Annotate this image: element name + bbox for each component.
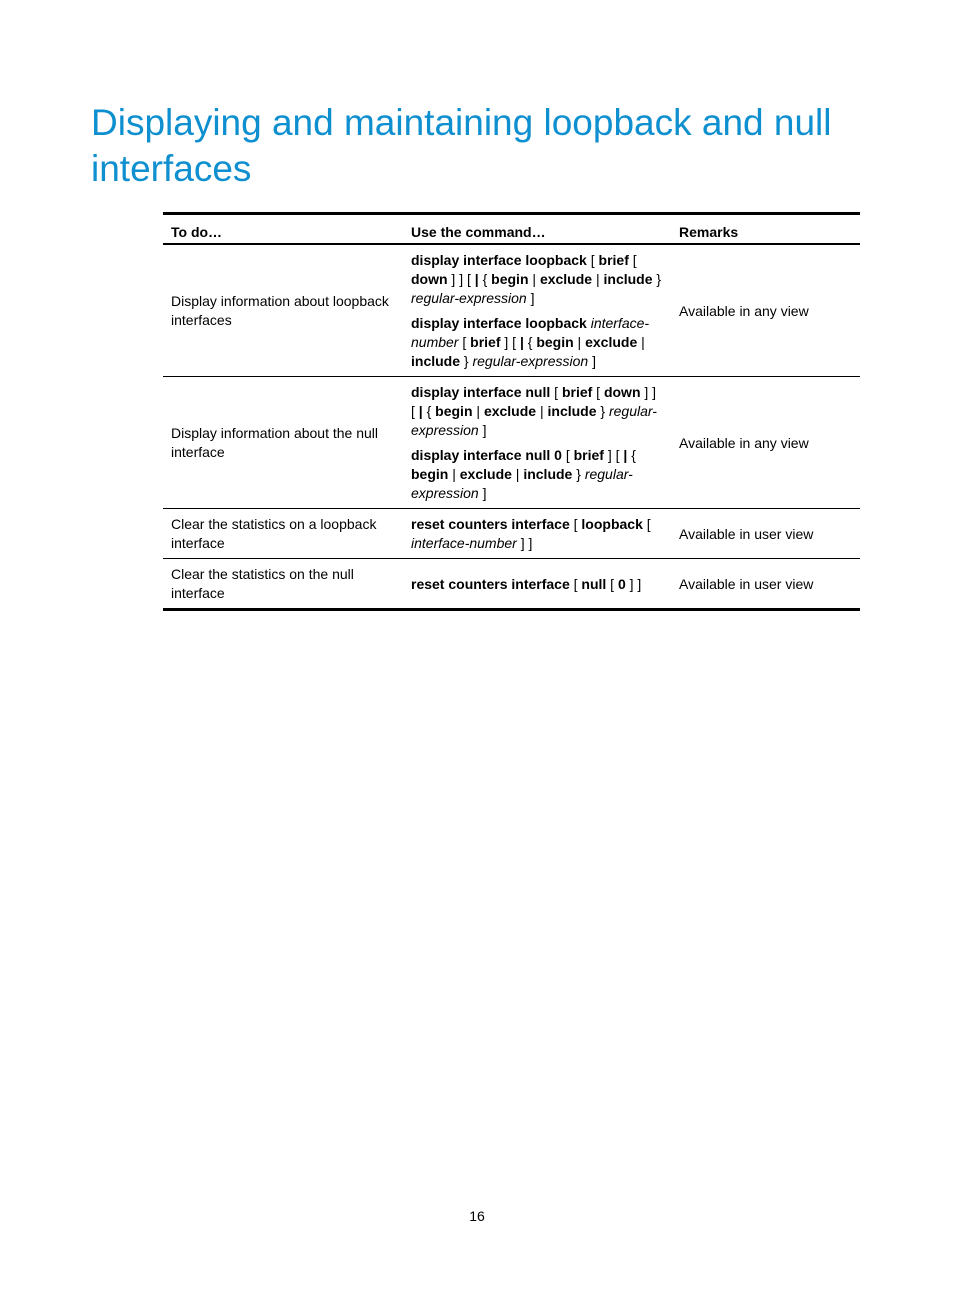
command-punctuation: }: [652, 271, 662, 287]
command-punctuation: ]: [588, 353, 596, 369]
command-punctuation: ] [: [500, 334, 520, 350]
command-argument: regular-expression: [411, 290, 527, 306]
command-cell: [403, 509, 671, 559]
command-keyword: null: [581, 575, 607, 592]
remarks-cell: Available in user view: [671, 509, 860, 559]
command-punctuation: |: [511, 466, 524, 482]
command-keyword: down: [411, 271, 448, 287]
command-argument: interface-number: [411, 535, 517, 551]
command-punctuation: ] ]: [625, 575, 642, 592]
command-cell: [403, 377, 671, 509]
command-syntax: [411, 446, 663, 503]
command-punctuation: ]: [478, 485, 487, 501]
command-punctuation: [: [592, 384, 604, 400]
header-command: Use the command…: [403, 214, 671, 245]
command-keyword: |: [418, 403, 423, 419]
command-keyword: |: [519, 334, 524, 350]
command-keyword: include: [603, 271, 653, 287]
command-keyword: begin: [491, 271, 529, 287]
command-punctuation: ]: [526, 290, 535, 306]
command-punctuation: |: [592, 271, 604, 287]
command-punctuation: |: [472, 403, 484, 419]
command-punctuation: |: [528, 271, 540, 287]
command-punctuation: [: [458, 334, 471, 350]
command-keyword: begin: [411, 466, 449, 482]
command-keyword: display interface null 0: [411, 447, 562, 463]
command-keyword: display interface loopback: [411, 315, 587, 331]
task-cell: Display information about the null interface: [163, 377, 403, 509]
header-to-do: To do…: [163, 214, 403, 245]
command-keyword: exclude: [539, 271, 593, 287]
command-punctuation: |: [573, 334, 586, 350]
command-syntax: [411, 314, 663, 371]
command-punctuation: |: [448, 466, 460, 482]
task-cell: Clear the statistics on a loopback interface: [163, 509, 403, 559]
command-punctuation: ]: [478, 422, 487, 438]
table-row: [163, 559, 860, 610]
command-cell: [403, 244, 671, 377]
command-punctuation: |: [637, 334, 645, 350]
command-punctuation: }: [460, 353, 473, 369]
command-punctuation: |: [536, 403, 548, 419]
command-punctuation: ] ] [: [447, 271, 475, 287]
command-keyword: |: [474, 271, 479, 287]
command-keyword: exclude: [459, 466, 512, 482]
command-punctuation: ] ]: [516, 535, 533, 551]
command-keyword: include: [547, 403, 597, 419]
command-keyword: brief: [573, 447, 604, 463]
command-keyword: brief: [470, 334, 501, 350]
table-row: [163, 509, 860, 559]
command-syntax: [411, 383, 663, 440]
command-keyword: reset counters interface: [411, 575, 570, 592]
table-row: [163, 377, 860, 509]
page-number: 16: [469, 1208, 485, 1224]
task-cell: Display information about loopback interfaces: [171, 293, 389, 328]
command-punctuation: }: [572, 466, 585, 482]
command-keyword: brief: [561, 384, 593, 400]
command-keyword: display interface loopback: [411, 252, 587, 268]
table-header-row: [163, 214, 860, 245]
command-keyword: begin: [536, 334, 574, 350]
remarks-cell: Available in any view: [671, 377, 860, 509]
remarks-cell: Available in user view: [671, 559, 860, 610]
command-punctuation: {: [478, 271, 492, 287]
command-punctuation: ] [: [603, 447, 624, 463]
command-keyword: include: [523, 466, 573, 482]
header-remarks: Remarks: [671, 214, 860, 245]
command-punctuation: {: [523, 334, 537, 350]
command-keyword: reset counters interface: [411, 516, 570, 532]
command-punctuation: {: [422, 403, 436, 419]
page-title: Displaying and maintaining loopback and null interfaces: [91, 102, 832, 189]
command-punctuation: [: [606, 575, 618, 592]
command-table: [163, 212, 860, 611]
command-keyword: include: [411, 353, 461, 369]
command-keyword: down: [603, 384, 641, 400]
command-punctuation: [: [569, 575, 582, 592]
command-argument: regular-expression: [411, 403, 657, 438]
command-cell: [403, 559, 671, 610]
remarks-cell: Available in any view: [679, 302, 809, 319]
command-punctuation: ] ] [: [411, 384, 657, 419]
command-keyword: |: [623, 447, 628, 463]
command-punctuation: [: [586, 252, 599, 268]
command-keyword: 0: [617, 575, 626, 592]
command-keyword: exclude: [585, 334, 638, 350]
command-keyword: loopback: [581, 516, 643, 532]
command-punctuation: [: [628, 252, 637, 268]
command-punctuation: [: [569, 516, 582, 532]
command-syntax: [411, 515, 663, 553]
command-syntax: [411, 251, 663, 308]
command-keyword: begin: [435, 403, 473, 419]
command-punctuation: [: [550, 384, 562, 400]
command-argument: interface-number: [411, 315, 650, 350]
command-argument: regular-expression: [411, 466, 633, 501]
task-cell: Clear the statistics on the null interface: [163, 559, 403, 610]
command-punctuation: }: [596, 403, 609, 419]
command-punctuation: [: [561, 447, 574, 463]
command-argument: regular-expression: [472, 353, 589, 369]
command-keyword: exclude: [483, 403, 537, 419]
table-row: [163, 244, 860, 377]
command-keyword: brief: [598, 252, 629, 268]
command-punctuation: {: [627, 447, 636, 463]
command-keyword: display interface null: [411, 384, 551, 400]
command-syntax: [411, 575, 663, 594]
command-punctuation: [: [642, 516, 651, 532]
